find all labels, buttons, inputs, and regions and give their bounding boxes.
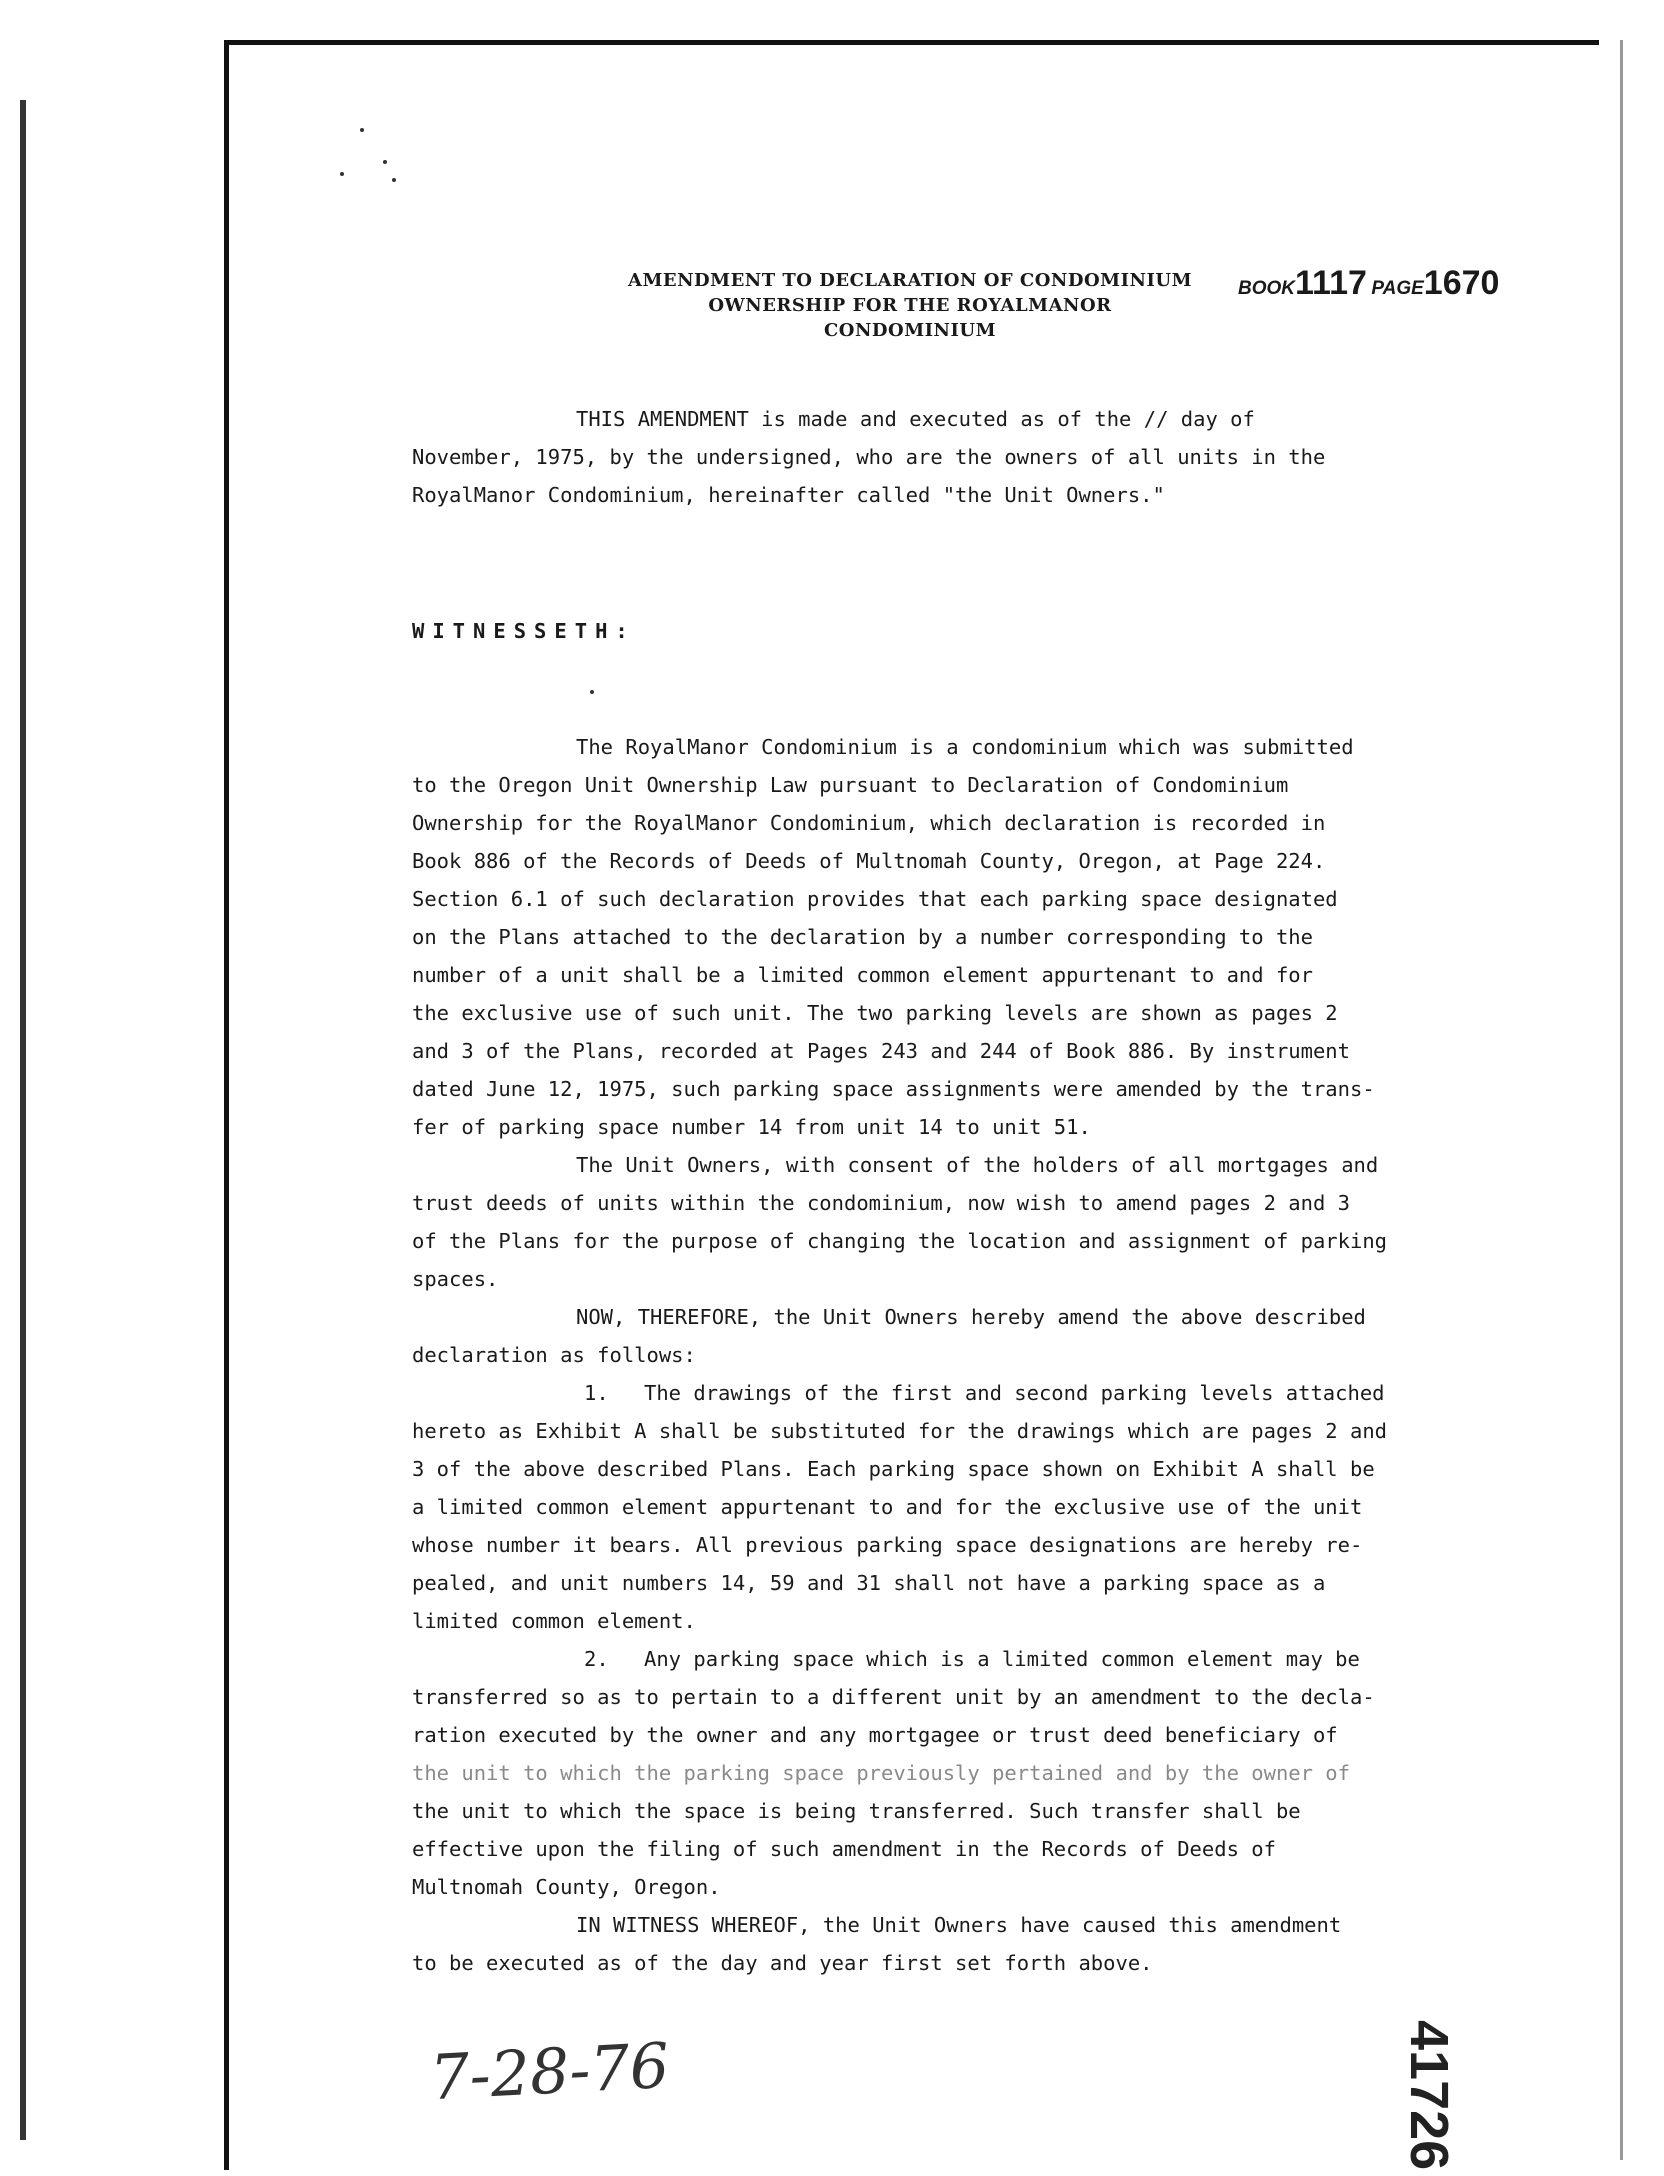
page-number: 1670 [1423, 264, 1500, 302]
text-line: to the Oregon Unit Ownership Law pursuant to Declaration of Condominium [412, 773, 1289, 797]
page-prefix: PAGE [1371, 278, 1424, 299]
text-line: limited common element. [412, 1609, 696, 1633]
text-line: number of a unit shall be a limited common element appurtenant to and for [412, 963, 1313, 987]
recital-paragraph [412, 728, 1452, 1146]
text-line: IN WITNESS WHEREOF, the Unit Owners have caused this amendment [576, 1913, 1342, 1937]
in-witness-paragraph [412, 1906, 1452, 1982]
text-line: effective upon the filing of such amendment in the Records of Deeds of [412, 1837, 1276, 1861]
text-line: to be executed as of the day and year first set forth above. [412, 1951, 1153, 1975]
text-line: the unit to which the space is being transferred. Such transfer shall be [412, 1799, 1301, 1823]
amendment-item-2 [412, 1640, 1452, 1906]
item-text: Any parking space which is a limited common element may be [644, 1647, 1360, 1671]
text-line: spaces. [412, 1267, 499, 1291]
text-line: a limited common element appurtenant to and for the exclusive use of the unit [412, 1495, 1363, 1519]
text-line: whose number it bears. All previous parking space designations are hereby re- [412, 1533, 1363, 1557]
recital-paragraph-2 [412, 1146, 1452, 1298]
text-line: NOW, THEREFORE, the Unit Owners hereby amend the above described [576, 1305, 1366, 1329]
text-line: ration executed by the owner and any mortgagee or trust deed beneficiary of [412, 1723, 1338, 1747]
title-line: AMENDMENT TO DECLARATION OF CONDOMINIUM [627, 270, 1193, 291]
text-line [412, 1640, 1452, 1678]
book-prefix: BOOK [1238, 278, 1295, 299]
text-line: pealed, and unit numbers 14, 59 and 31 shall not have a parking space as a [412, 1571, 1326, 1595]
text-line: on the Plans attached to the declaration by a number corresponding to the [412, 925, 1313, 949]
item-text: The drawings of the first and second parking levels attached [644, 1381, 1385, 1405]
text-line: 3 of the above described Plans. Each parking space shown on Exhibit A shall be [412, 1457, 1375, 1481]
witnesseth-heading [412, 612, 1452, 650]
text-line: Section 6.1 of such declaration provides that each parking space designated [412, 887, 1338, 911]
text-line: The RoyalManor Condominium is a condominium which was submitted [576, 735, 1354, 759]
scan-edge [20, 100, 26, 2140]
document-body [412, 400, 1452, 1982]
scan-speck [360, 128, 364, 132]
text-line: and 3 of the Plans, recorded at Pages 243 and 244 of Book 886. By instrument [412, 1039, 1350, 1063]
book-number: 1117 [1295, 264, 1367, 302]
text-line: Ownership for the RoyalManor Condominium, which declaration is recorded in [412, 811, 1326, 835]
text-line: November, 1975, by the undersigned, who are the owners of all units in the [412, 445, 1326, 469]
text-line: transferred so as to pertain to a different unit by an amendment to the decla- [412, 1685, 1375, 1709]
intro-paragraph [412, 400, 1452, 514]
text-line: RoyalManor Condominium, hereinafter called "the Unit Owners." [412, 483, 1165, 507]
title-line: CONDOMINIUM [823, 320, 997, 341]
witnesseth-text: WITNESSETH: [412, 619, 636, 643]
amendment-item-1 [412, 1374, 1452, 1640]
title-line: OWNERSHIP FOR THE ROYALMANOR [708, 295, 1112, 316]
book-page-reference [1238, 264, 1499, 303]
item-number: 2. [584, 1647, 609, 1671]
scan-speck [383, 160, 387, 164]
text-line: declaration as follows: [412, 1343, 696, 1367]
text-line: Multnomah County, Oregon. [412, 1875, 721, 1899]
scan-speck [392, 178, 396, 182]
text-line [412, 1374, 1452, 1412]
handwritten-date: 7-28-76 [428, 2028, 671, 2115]
text-line-faded: the unit to which the parking space previously pertained and by the owner of [412, 1761, 1350, 1785]
page-border-right [1620, 40, 1623, 2160]
text-line: The Unit Owners, with consent of the holders of all mortgages and [576, 1153, 1379, 1177]
document-title [620, 268, 1200, 343]
text-line: Book 886 of the Records of Deeds of Multnomah County, Oregon, at Page 224. [412, 849, 1326, 873]
text-line: of the Plans for the purpose of changing the location and assignment of parking [412, 1229, 1388, 1253]
stamp-number: 41726 [1399, 2020, 1459, 2171]
scan-speck [340, 172, 344, 176]
text-line: the exclusive use of such unit. The two parking levels are shown as pages 2 [412, 1001, 1338, 1025]
text-line: THIS AMENDMENT is made and executed as of the // day of [576, 407, 1255, 431]
text-line: trust deeds of units within the condominium, now wish to amend pages 2 and 3 [412, 1191, 1350, 1215]
text-line: fer of parking space number 14 from unit 14 to unit 51. [412, 1115, 1091, 1139]
item-number: 1. [584, 1381, 609, 1405]
text-line: hereto as Exhibit A shall be substituted for the drawings which are pages 2 and [412, 1419, 1388, 1443]
now-therefore-paragraph [412, 1298, 1452, 1374]
text-line: dated June 12, 1975, such parking space assignments were amended by the trans- [412, 1077, 1375, 1101]
